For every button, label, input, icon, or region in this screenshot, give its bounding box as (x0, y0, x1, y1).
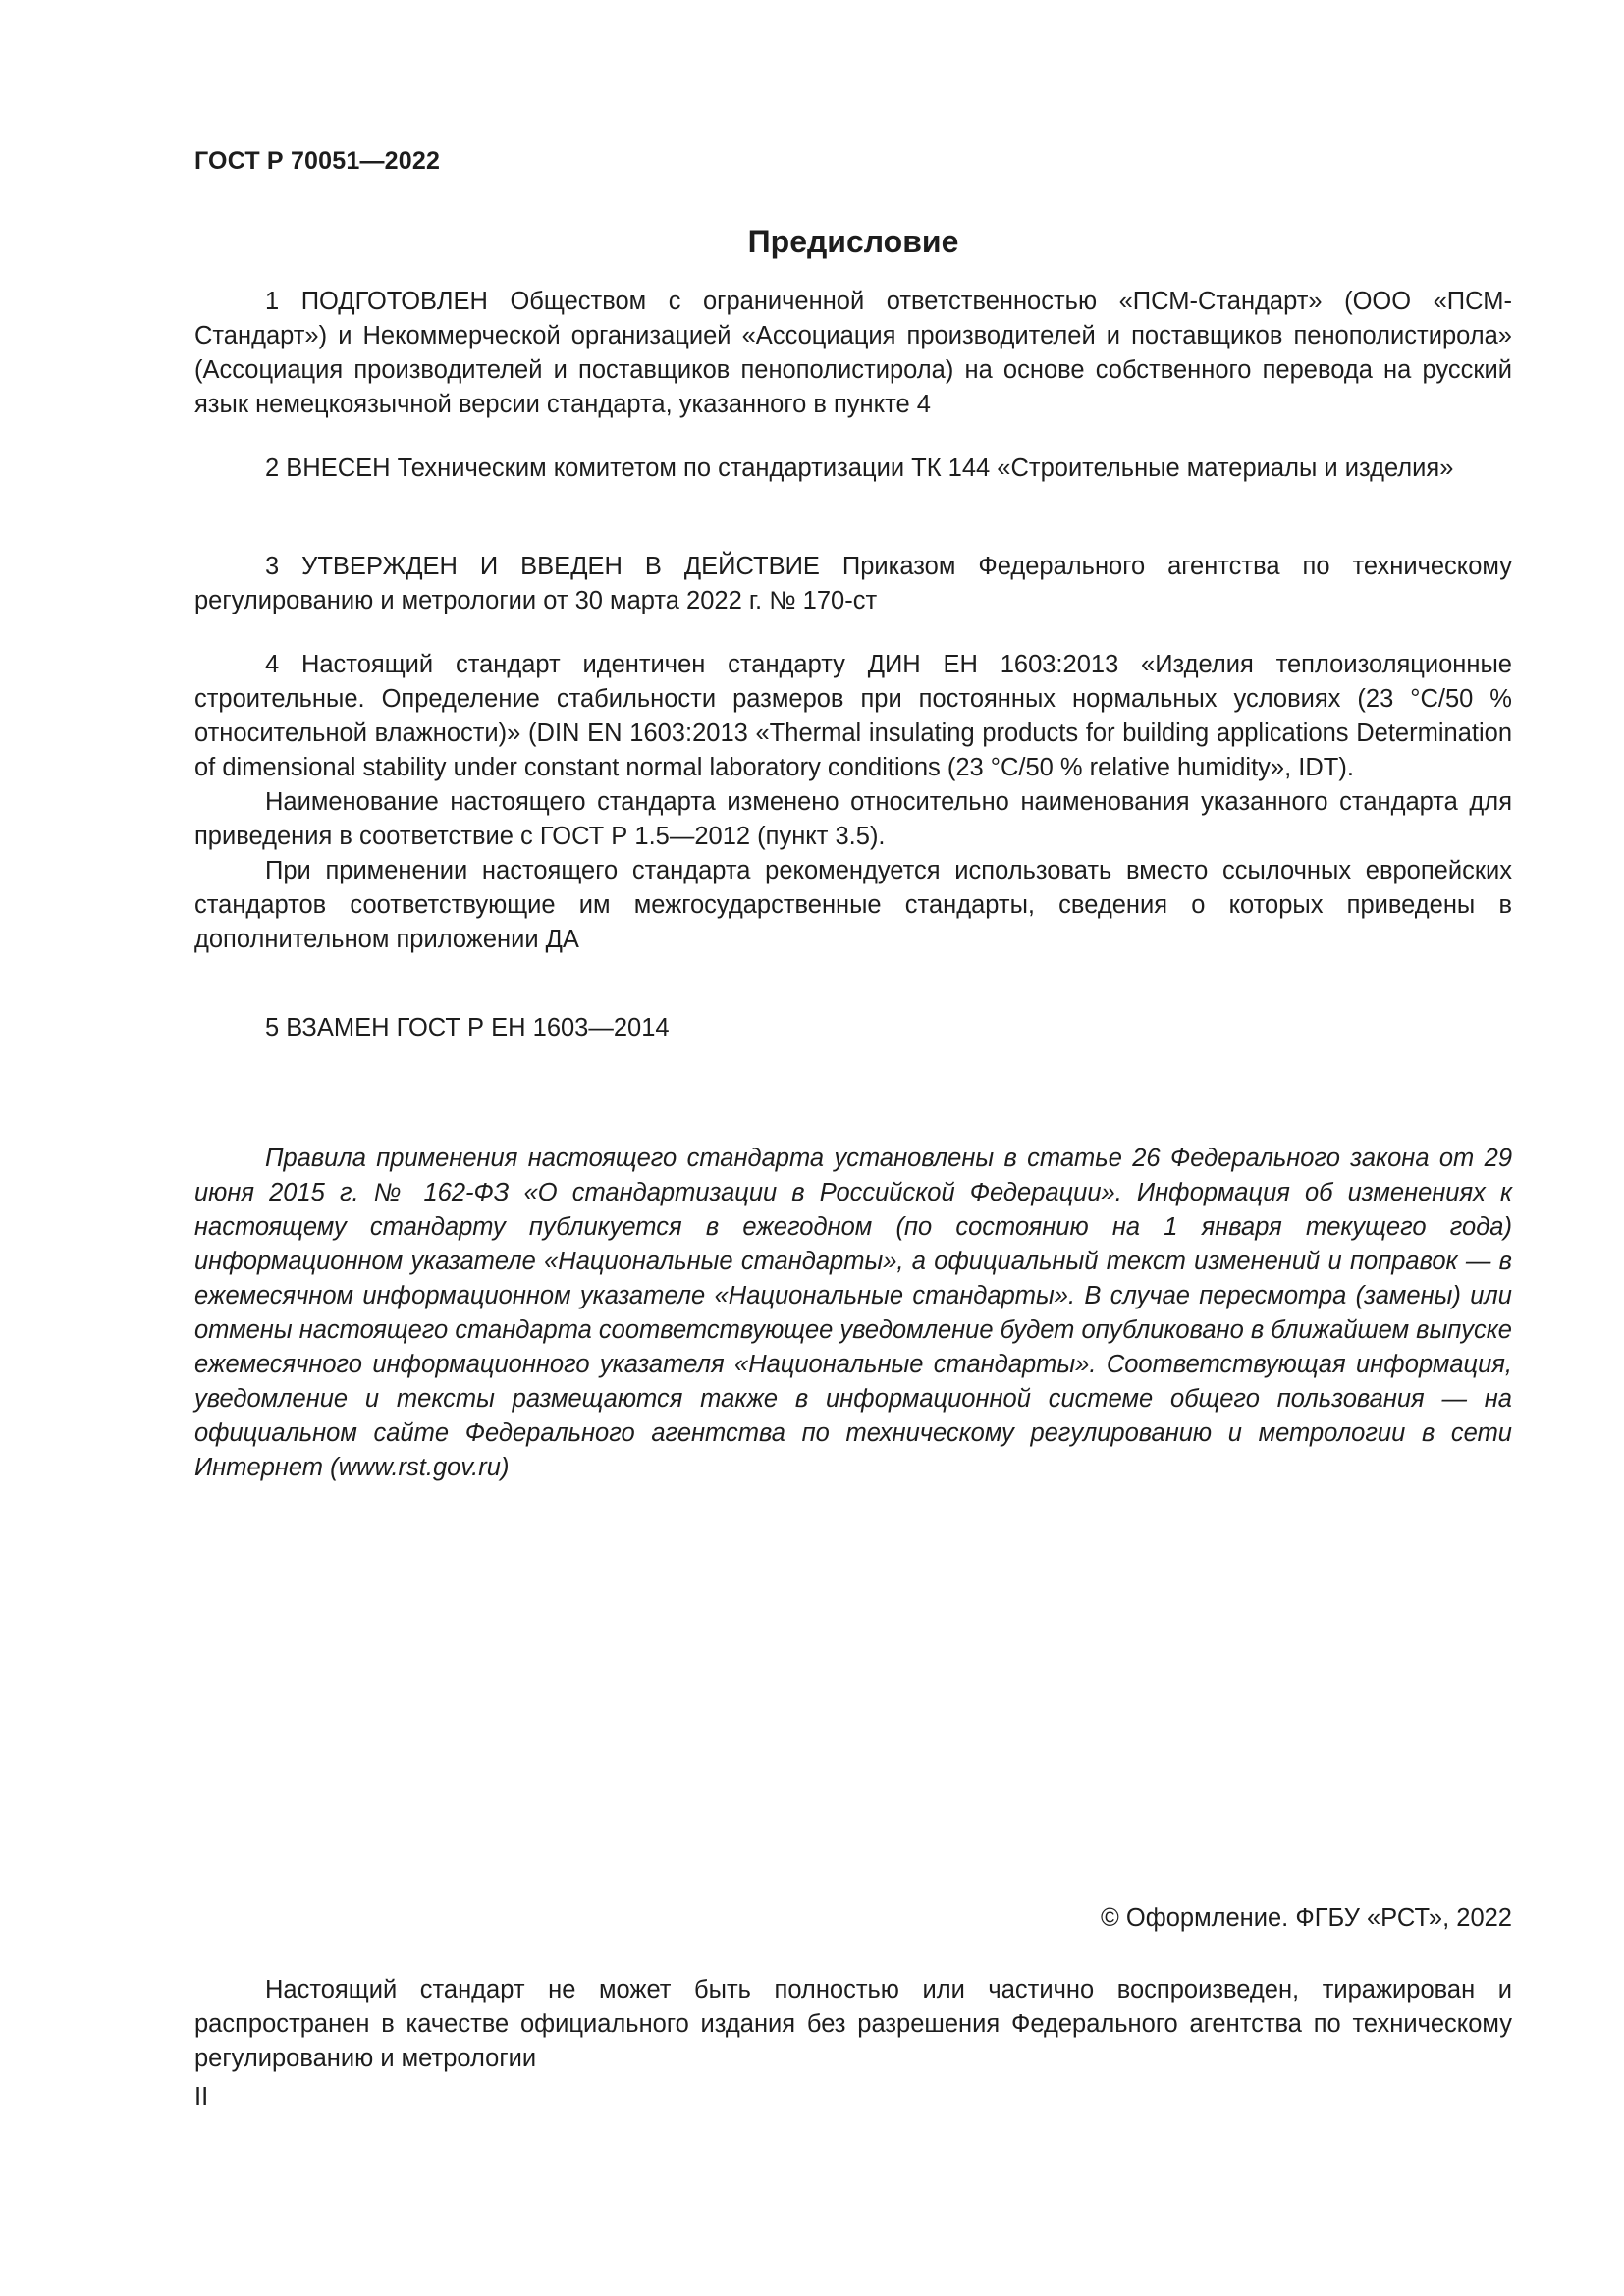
section-5 (194, 1011, 1512, 1045)
document-header: ГОСТ Р 70051—2022 (194, 147, 441, 175)
rules-note (194, 1142, 1512, 1485)
page-number: II (194, 2083, 209, 2110)
section-1 (194, 285, 1512, 422)
section-4-paragraph-2: Наименование настоящего стандарта изменено относительно наименования указанного стандарта для приведения в соответствие с ГОСТ Р 1.5—2012 (пункт 3.5). (194, 788, 1512, 850)
section-3 (194, 550, 1512, 618)
reproduction-notice-text: Настоящий стандарт не может быть полностью или частично воспроизведен, тиражирован и распространен в качестве официального издания без разрешения Федерального агентства по техническому регулированию и метрологии (194, 1976, 1512, 2072)
section-4 (194, 648, 1512, 957)
section-3-text: 3 УТВЕРЖДЕН И ВВЕДЕН В ДЕЙСТВИЕ Приказом Федерального агентства по техническому регулированию и метрологии от 30 марта 2022 г. № 170-ст (194, 553, 1512, 614)
page-title: Предисловие (747, 224, 959, 259)
section-1-text: 1 ПОДГОТОВЛЕН Обществом с ограниченной ответственностью «ПСМ-Стандарт» (ООО «ПСМ-Стандарт») и Некоммерческой организацией «Ассоциация производителей и поставщиков пенополистирола» (Ассоциация производителей и поставщиков пенополистирола) на основе собственного перевода на русский язык немецкоязычной версии стандарта, указанного в пункте 4 (194, 288, 1512, 418)
section-2-text: 2 ВНЕСЕН Техническим комитетом по стандартизации ТК 144 «Строительные материалы и изделия» (265, 454, 1454, 482)
section-5-text: 5 ВЗАМЕН ГОСТ Р ЕН 1603—2014 (265, 1014, 670, 1041)
section-2 (194, 452, 1512, 486)
section-4-paragraph-3: При применении настоящего стандарта рекомендуется использовать вместо ссылочных европейских стандартов соответствующие им межгосударственные стандарты, сведения о которых приведены в дополнительном приложении ДА (194, 857, 1512, 953)
section-4-text: 4 Настоящий стандарт идентичен стандарту ДИН ЕН 1603:2013 «Изделия теплоизоляционные строительные. Определение стабильности размеров при постоянных нормальных условиях (23 °C/50 % относительной влажности)» (DIN EN 1603:2013 «Thermal insulating products for building applications Determination of dimensional stability under constant normal laboratory conditions (23 °C/50 % relative humidity», IDT). (194, 651, 1512, 781)
copyright-notice: © Оформление. ФГБУ «РСТ», 2022 (1101, 1904, 1512, 1932)
rules-note-text: Правила применения настоящего стандарта установлены в статье 26 Федерального закона от 29 июня 2015 г. № 162-ФЗ «О стандартизации в Российской Федерации». Информация об изменениях к настоящему стандарту публикуется в ежегодном (по состоянию на 1 января текущего года) информационном указателе «Национальные стандарты», а официальный текст изменений и поправок — в ежемесячном информационном указателе «Национальные стандарты». В случае пересмотра (замены) или отмены настоящего стандарта соответствующее уведомление будет опубликовано в ближайшем выпуске ежемесячного информационного указателя «Национальные стандарты». Соответствующая информация, уведомление и тексты размещаются также в информационной системе общего пользования — на официальном сайте Федерального агентства по техническому регулированию и метрологии в сети Интернет (www.rst.gov.ru) (194, 1145, 1512, 1481)
reproduction-notice (194, 1973, 1512, 2076)
